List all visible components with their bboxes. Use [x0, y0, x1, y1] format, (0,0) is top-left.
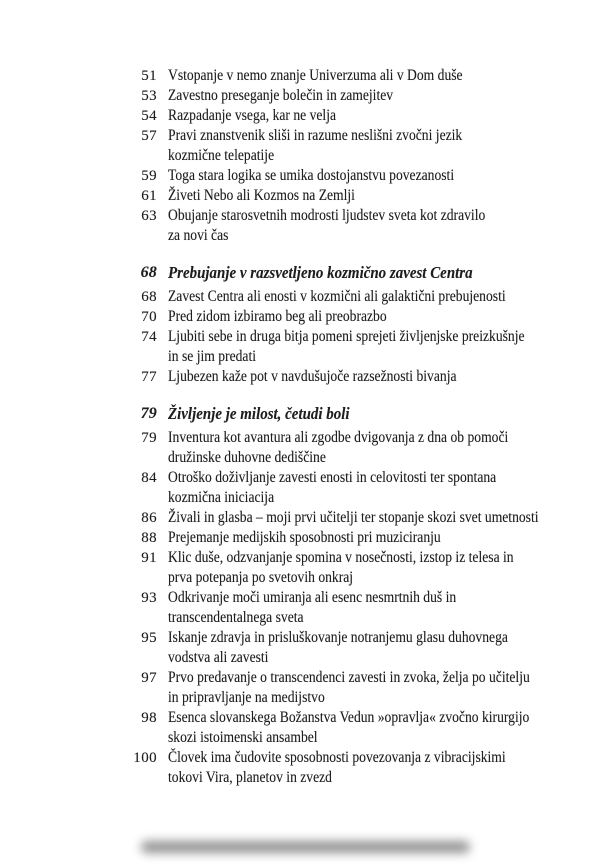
entry-title [168, 548, 610, 588]
entry-title-line: Esenca slovanskega Božanstva Vedun »opravlja« zvočno kirurgijo [168, 709, 530, 726]
entry-page-number: 91 [141, 550, 157, 566]
entry-title-line: Prejemanje medijskih sposobnosti pri muziciranju [168, 529, 441, 546]
entry-title [168, 748, 610, 788]
entry-title [168, 307, 610, 327]
entry-title-line: Človek ima čudovite sposobnosti povezovanja z vibracijskimi [168, 749, 506, 766]
toc-entry [0, 86, 610, 106]
entry-title [168, 508, 610, 528]
toc-entry [0, 66, 610, 86]
entry-title-line: družinske duhovne dediščine [168, 449, 326, 466]
entry-page-number: 93 [141, 590, 157, 606]
entry-title [168, 166, 610, 186]
entry-title-line: Ljubiti sebe in druga bitja pomeni sprejeti življenjske preizkušnje [168, 328, 525, 345]
entry-title-line: kozmična iniciacija [168, 489, 275, 506]
entry-title-line: Obujanje starosvetnih modrosti ljudstev sveta kot zdravilo [168, 207, 486, 224]
entry-page-number: 97 [141, 670, 157, 686]
entry-title [168, 66, 610, 86]
entry-page-number: 57 [141, 128, 157, 144]
entry-title-line: Zavestno preseganje bolečin in zamejitev [168, 87, 394, 104]
entry-title-line: Pravi znanstvenik sliši in razume neslišni zvočni jezik [168, 127, 463, 144]
toc-entry [0, 428, 610, 468]
entry-title-line: Iskanje zdravja in prisluškovanje notranjemu glasu duhovnega [168, 629, 508, 646]
entry-title-line: Inventura kot avantura ali zgodbe dvigovanja z dna ob pomoči [168, 429, 509, 446]
entry-title-line: Prvo predavanje o transcendenci zavesti in zvoka, želja po učitelju [168, 669, 530, 686]
entry-title-line: Pred zidom izbiramo beg ali preobrazbo [168, 308, 387, 325]
toc-entry [0, 548, 610, 588]
toc-section [0, 403, 610, 788]
toc-entry [0, 287, 610, 307]
heading-title-line: Prebujanje v razsvetljeno kozmično zavest Centra [168, 263, 473, 282]
entry-title-line: Živali in glasba – moji prvi učitelji ter stopanje skozi svet umetnosti [168, 509, 539, 526]
entry-page-number: 74 [141, 329, 157, 345]
entry-title [168, 708, 610, 748]
blurred-footer-text [141, 841, 470, 853]
entry-page-number: 100 [133, 750, 157, 766]
entry-page-number: 61 [141, 188, 157, 204]
toc-entry [0, 708, 610, 748]
toc-entry [0, 668, 610, 708]
heading-title-line: Življenje je milost, četudi boli [168, 404, 350, 423]
section-heading [0, 403, 610, 425]
toc-entry [0, 748, 610, 788]
entry-title-line: Odkrivanje moči umiranja ali esenc nesmrtnih duš in [168, 589, 457, 606]
entry-page-number: 84 [141, 470, 157, 486]
toc-entry [0, 367, 610, 387]
entry-title-line: prva potepanja po svetovih onkraj [168, 569, 354, 586]
entry-title-line: skozi istoimenski ansambel [168, 729, 318, 746]
toc-entry [0, 166, 610, 186]
entry-title-line: vodstva ali zavesti [168, 649, 269, 666]
toc-entry [0, 628, 610, 668]
entry-title-line: Vstopanje v nemo znanje Univerzuma ali v Dom duše [168, 67, 463, 84]
entry-title [168, 106, 610, 126]
entry-title [168, 327, 610, 367]
entry-title [168, 588, 610, 628]
table-of-contents [0, 66, 610, 788]
toc-entry [0, 307, 610, 327]
entry-title [168, 126, 610, 166]
toc-entry [0, 186, 610, 206]
entry-title [168, 468, 610, 508]
entry-title-line: Klic duše, odzvanjanje spomina v nosečnosti, izstop iz telesa in [168, 549, 514, 566]
toc-section [0, 262, 610, 387]
entry-page-number: 86 [141, 510, 157, 526]
entry-title-line: transcendentalnega sveta [168, 609, 304, 626]
entry-page-number: 51 [141, 68, 157, 84]
entry-title-line: Toga stara logika se umika dostojanstvu povezanosti [168, 167, 455, 184]
entry-title-line: Živeti Nebo ali Kozmos na Zemlji [168, 187, 355, 204]
entry-page-number: 98 [141, 710, 157, 726]
entry-title-line: za novi čas [168, 227, 229, 244]
entry-title-line: Otroško doživljanje zavesti enosti in celovitosti ter spontana [168, 469, 497, 486]
entry-title-line: tokovi Vira, planetov in zvezd [168, 769, 332, 786]
entry-page-number: 53 [141, 88, 157, 104]
toc-entry [0, 126, 610, 166]
toc-entry [0, 206, 610, 246]
entry-page-number: 88 [141, 530, 157, 546]
entry-title [168, 668, 610, 708]
entry-title-line: in pripravljanje na medijstvo [168, 689, 325, 706]
toc-entry [0, 468, 610, 508]
toc-entry [0, 106, 610, 126]
entry-title-line: Razpadanje vsega, kar ne velja [168, 107, 337, 124]
entry-page-number: 63 [141, 208, 157, 224]
heading-page-number: 79 [140, 405, 157, 422]
toc-entry [0, 588, 610, 628]
entry-page-number: 95 [141, 630, 157, 646]
entry-title-line: Zavest Centra ali enosti v kozmični ali galaktični prebujenosti [168, 288, 506, 305]
section-heading [0, 262, 610, 284]
heading-page-number: 68 [140, 264, 157, 281]
entry-title [168, 186, 610, 206]
entry-page-number: 77 [141, 369, 157, 385]
entry-title-line: in se jim predati [168, 348, 257, 365]
entry-title [168, 628, 610, 668]
entry-title [168, 206, 610, 246]
entry-page-number: 79 [141, 430, 157, 446]
entry-page-number: 70 [141, 309, 157, 325]
entry-title [168, 428, 610, 468]
toc-section [0, 66, 610, 246]
toc-entry [0, 327, 610, 367]
entry-title-line: Ljubezen kaže pot v navdušujoče razsežnosti bivanja [168, 368, 457, 385]
entry-page-number: 68 [141, 289, 157, 305]
entry-title [168, 86, 610, 106]
entry-page-number: 59 [141, 168, 157, 184]
heading-title [168, 403, 610, 425]
entry-title [168, 528, 610, 548]
entry-title [168, 367, 610, 387]
heading-title [168, 262, 610, 284]
toc-entry [0, 528, 610, 548]
entry-page-number: 54 [141, 108, 157, 124]
entry-title-line: kozmične telepatije [168, 147, 275, 164]
toc-entry [0, 508, 610, 528]
entry-title [168, 287, 610, 307]
